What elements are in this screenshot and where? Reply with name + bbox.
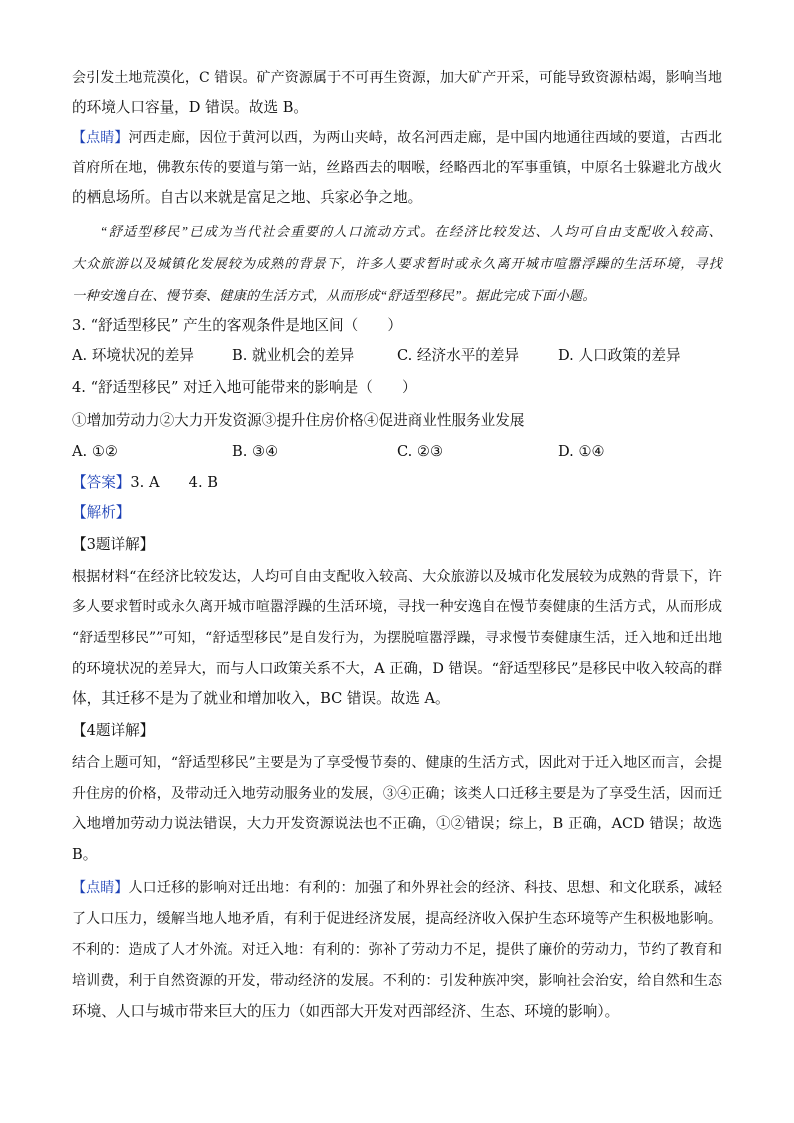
passage-line: 一种安逸自在、慢节奏、健康的生活方式，从而形成“舒适型移民”。据此完成下面小题。 (72, 288, 596, 303)
question-4-items: ①增加劳动力②大力开发资源③提升住房价格④促进商业性服务业发展 (72, 412, 525, 429)
q4-option-a: A. ①② (72, 443, 118, 460)
detail-3-line: 多人要求暂时或永久离开城市喧嚣浮躁的生活环境，寻找一种安逸自在慢节奏健康的生活方式，从而形成 (72, 599, 722, 615)
q3-option-b: B. 就业机会的差异 (232, 347, 355, 364)
detail-3-line: 体，其迁移不是为了就业和增加收入，BC 错误。故选 A。 (72, 690, 450, 707)
q3-option-a: A. 环境状况的差异 (72, 347, 194, 364)
passage-line: “舒适型移民”已成为当代社会重要的人口流动方式。在经济比较发达、人均可自由支配收入较高、 (100, 224, 722, 239)
passage-line: 大众旅游以及城镇化发展较为成熟的背景下，许多人要求暂时或永久离开城市喧嚣浮躁的生活环境，寻找 (72, 256, 722, 271)
comment-line: 环境、人口与城市带来巨大的压力（如西部大开发对西部经济、生态、环境的影响）。 (72, 1003, 620, 1020)
question-4-stem: 4. “舒适型移民” 对迁入地可能带来的影响是（ ） (72, 379, 417, 396)
answer-tag: 【答案】 (72, 474, 131, 491)
detail-4-line: 升住房的价格，及带动迁入地劳动服务业的发展，③④正确；该类人口迁移主要是为了享受生活，因而迁 (72, 786, 722, 802)
answer-line (72, 473, 722, 493)
detail-4-line: 入地增加劳动力说法错误，大力开发资源说法也不正确，①②错误；综上，B 正确，ACD 错误；故选 (72, 816, 722, 832)
answer-text: 3. A 4. B (130, 474, 218, 491)
q4-option-d: D. ①④ (558, 443, 605, 460)
detail-3-line: 的环境状况的差异大，而与人口政策关系不大，A 正确，D 错误。“舒适型移民”是移民中收入较高的群 (72, 661, 723, 677)
q4-option-c: C. ②③ (397, 443, 444, 460)
comment-line: 培训费，利于自然资源的开发，带动经济的发展。不利的：引发种族冲突，影响社会治安，给自然和生态 (72, 973, 722, 989)
comment-text: 人口迁移的影响对迁出地：有利的：加强了和外界社会的经济、科技、思想、和文化联系，减轻 (128, 880, 723, 896)
comment-line: 的栖息场所。自古以来就是富足之地、兵家必争之地。 (72, 189, 423, 206)
detail-3-line: 根据材料“在经济比较发达，人均可自由支配收入较高、大众旅游以及城市化发展较为成熟的背景下，许 (72, 569, 722, 585)
comment-line (72, 878, 722, 898)
q3-option-c: C. 经济水平的差异 (397, 347, 520, 364)
detail-4-tag: 【4题详解】 (72, 722, 155, 739)
comment-line: 不利的：造成了人才外流。对迁入地：有利的：弥补了劳动力不足，提供了廉价的劳动力，节约了教育和 (72, 942, 722, 958)
detail-4-line: B。 (72, 846, 98, 863)
comment-text: 河西走廊，因位于黄河以西，为两山夹峙，故名河西走廊，是中国内地通往西域的要道，古西北 (128, 130, 723, 146)
paragraph-line: 会引发土地荒漠化，C 错误。矿产资源属于不可再生资源，加大矿产开采，可能导致资源枯竭，影响当地 (72, 70, 722, 86)
paragraph-line: 的环境人口容量，D 错误。故选 B。 (72, 99, 309, 116)
question-3-stem: 3. “舒适型移民” 产生的客观条件是地区间（ ） (72, 317, 403, 334)
comment-tag: 【点睛】 (72, 880, 129, 896)
q4-option-b: B. ③④ (232, 443, 279, 460)
comment-line: 首府所在地，佛教东传的要道与第一站，丝路西去的咽喉，经略西北的军事重镇，中原名士躲避北方战火 (72, 160, 722, 176)
analysis-tag: 【解析】 (72, 504, 131, 521)
q3-option-d: D. 人口政策的差异 (558, 347, 681, 364)
comment-line (72, 128, 722, 148)
detail-3-line: “舒适型移民””可知，“舒适型移民”是自发行为，为摆脱喧嚣浮躁，寻求慢节奏健康生活，迁入地和迁出地 (72, 630, 722, 646)
comment-tag: 【点睛】 (72, 130, 129, 146)
detail-4-line: 结合上题可知，“舒适型移民”主要是为了享受慢节奏的、健康的生活方式，因此对于迁入地区而言，会提 (72, 755, 722, 771)
comment-line: 了人口压力，缓解当地人地矛盾，有利于促进经济发展，提高经济收入保护生态环境等产生积极地影响。 (72, 911, 722, 927)
detail-3-tag: 【3题详解】 (72, 536, 155, 553)
